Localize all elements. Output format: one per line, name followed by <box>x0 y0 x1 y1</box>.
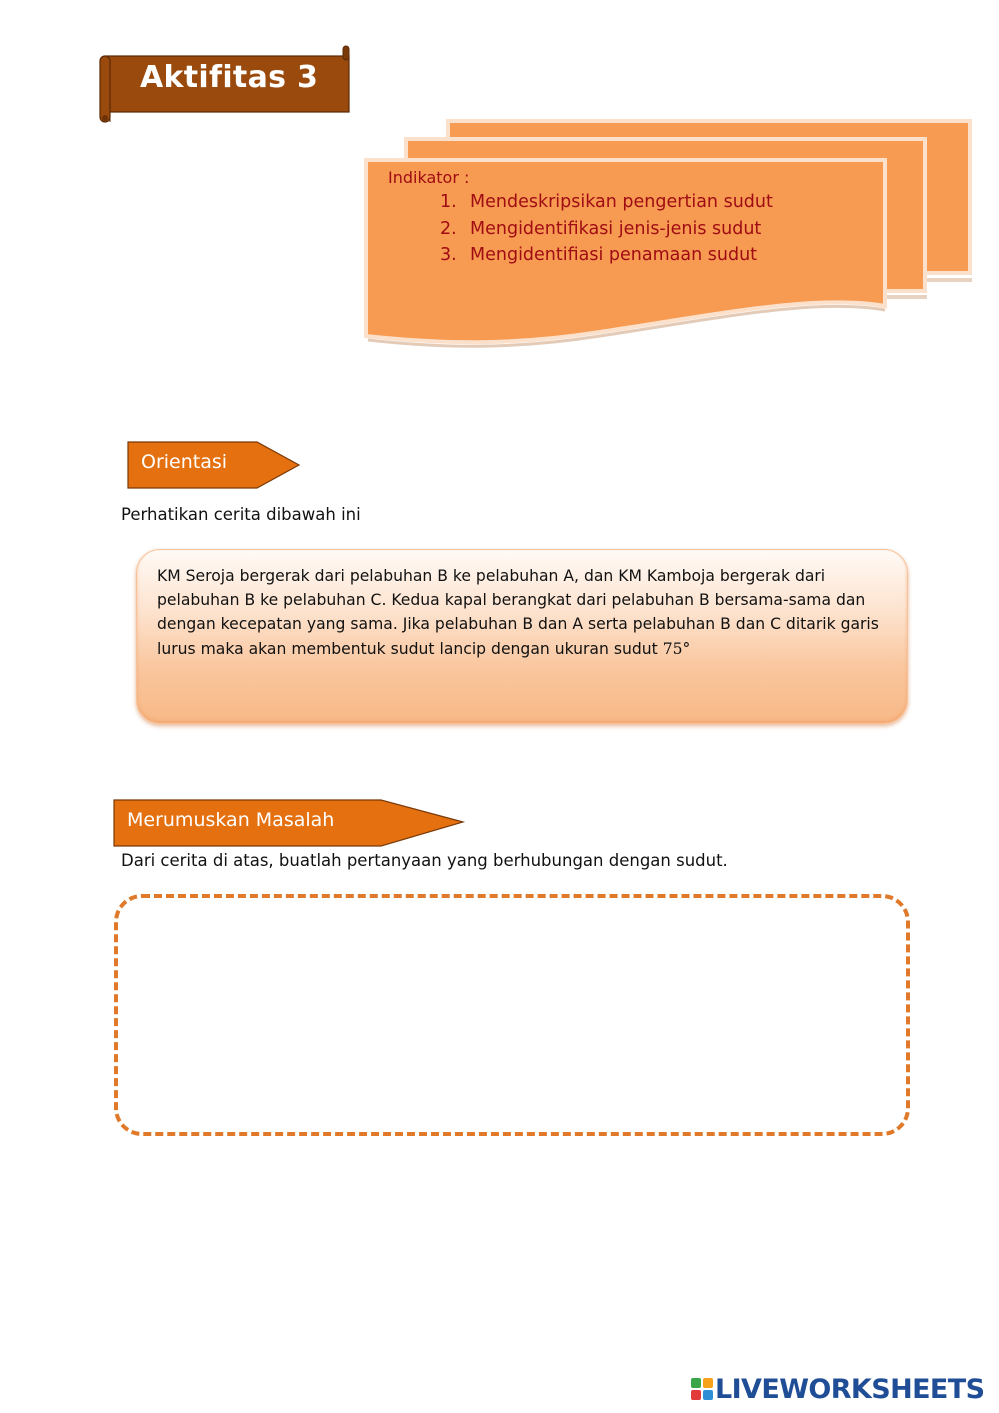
problem-label: Merumuskan Masalah <box>127 809 335 831</box>
logo-tile <box>691 1378 701 1388</box>
indicator-card-stack <box>360 118 976 358</box>
logo-icon <box>691 1378 713 1400</box>
indicator-heading: Indikator : <box>388 168 470 187</box>
page-title: Aktifitas 3 <box>140 60 319 95</box>
list-item: 2. Mengidentifikasi jenis-jenis sudut <box>440 218 762 239</box>
title-banner <box>98 44 353 126</box>
story-card <box>136 549 908 724</box>
orientation-label: Orientasi <box>141 451 228 473</box>
problem-prompt: Dari cerita di atas, buatlah pertanyaan yang berhubungan dengan sudut. <box>121 851 728 870</box>
problem-tag <box>113 799 465 847</box>
indicator-list <box>440 192 773 272</box>
logo-text: LIVEWORKSHEETS <box>715 1374 985 1405</box>
list-item: 3. Mengidentifiasi penamaan sudut <box>440 245 758 265</box>
story-text: KM Seroja bergerak dari pelabuhan B ke pelabuhan A, dan KM Kamboja bergerak dari pelabuhan B ke pelabuhan C. Kedua kapal berangkat dari pelabuhan B bersama-sama dan dengan kecepatan yang sama. Jika pelabuhan B dan A serta pelabuhan B dan C ditarik garis lurus maka akan membentuk sudut lancip dengan ukuran sudut 75° <box>157 567 879 658</box>
logo-tile <box>691 1390 701 1400</box>
list-item: 1. Mendeskripsikan pengertian sudut <box>440 192 773 212</box>
orientation-tag <box>127 441 302 489</box>
answer-box[interactable] <box>114 894 910 1136</box>
orientation-prompt: Perhatikan cerita dibawah ini <box>121 505 361 524</box>
angle-value: 75° <box>662 639 691 658</box>
logo-tile <box>703 1378 713 1388</box>
liveworksheets-logo <box>691 1373 991 1405</box>
logo-tile <box>703 1390 713 1400</box>
